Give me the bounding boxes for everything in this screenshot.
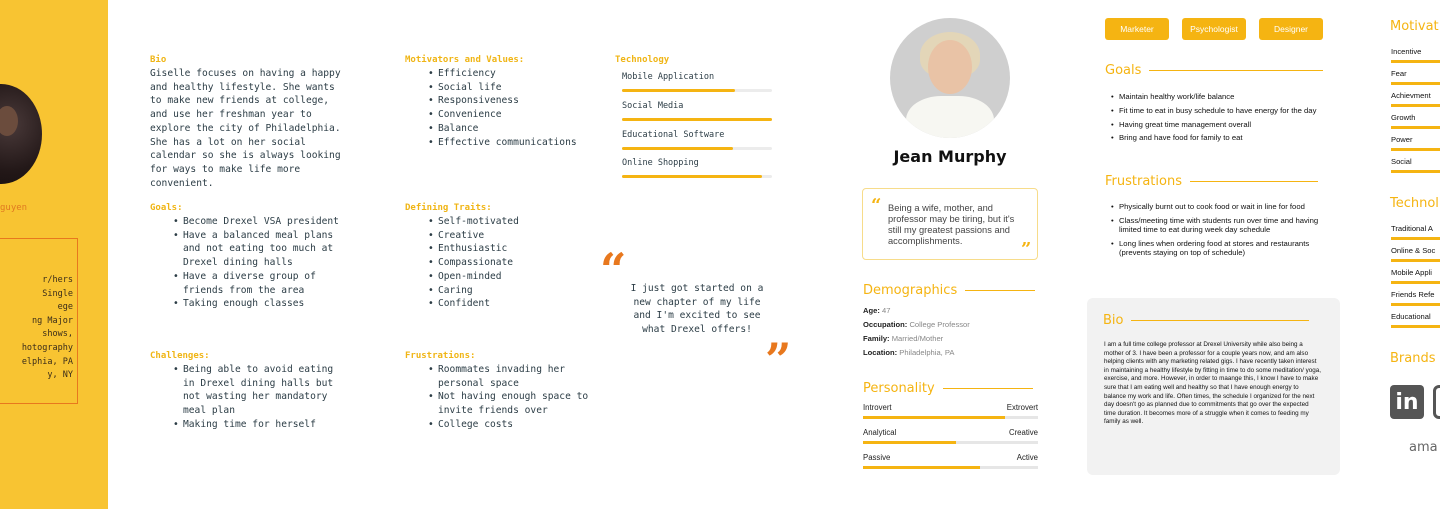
list-item: • Efficiency — [428, 67, 608, 81]
demo-label: Occupation: — [863, 320, 908, 329]
list-item: • Become Drexel VSA president — [173, 215, 348, 229]
demographics-title — [863, 283, 1035, 298]
motivation-label: Power — [1391, 135, 1413, 144]
close-quote-icon: ” — [1021, 239, 1032, 260]
trait-track — [863, 416, 1038, 419]
motivation-bar — [1391, 170, 1440, 173]
goals-list — [1105, 92, 1323, 147]
tech-bar-fill — [622, 118, 772, 121]
list-item: • Social life — [428, 81, 608, 95]
frustrations-list — [428, 363, 600, 432]
trait-left: Introvert — [863, 403, 892, 412]
section-title-text: Motivat — [1390, 19, 1439, 34]
demo-value: Philadelphia, PA — [899, 348, 955, 357]
role-tag-psychologist[interactable]: Psychologist — [1182, 18, 1246, 40]
list-item: • Taking enough classes — [173, 297, 348, 311]
tech-item — [622, 101, 772, 121]
open-quote-icon: “ — [600, 243, 627, 297]
list-item: • Effective communications — [428, 136, 608, 150]
brands-title — [1390, 351, 1436, 366]
motivation-label: Fear — [1391, 69, 1407, 78]
trait-right: Creative — [1008, 428, 1038, 437]
section-title-text: Frustrations — [1105, 174, 1182, 189]
trait-right: Active — [1016, 453, 1038, 462]
avatar — [890, 18, 1010, 138]
technology-bar — [1391, 281, 1440, 284]
demo-label: Family: — [863, 334, 890, 343]
motivation-bar — [1391, 60, 1440, 63]
list-item: • Physically burnt out to cook food or wait in line for food — [1105, 202, 1323, 211]
section-title-text: Goals — [1105, 63, 1142, 78]
list-item: • Having great time management overall — [1105, 120, 1323, 129]
list-item: • Open-minded — [428, 270, 608, 284]
persona-details-box — [0, 238, 78, 404]
linkedin-logo-icon: in — [1390, 385, 1424, 419]
trait-track — [863, 441, 1038, 444]
section-title-text: Brands — [1390, 351, 1436, 366]
technology-title: Technology — [615, 55, 670, 65]
tech-bar-track — [622, 175, 772, 178]
persona-name: guyen — [0, 203, 28, 213]
trait-track — [863, 466, 1038, 469]
list-item: • Fit time to eat in busy schedule to have energy for the day — [1105, 106, 1323, 115]
traits-title: Defining Traits: — [405, 203, 492, 213]
frustrations-list — [1105, 202, 1323, 262]
section-title-text: Personality — [863, 381, 935, 396]
bio-title: Bio — [150, 55, 167, 65]
goals-title — [1105, 63, 1323, 78]
demo-value: 47 — [882, 306, 891, 315]
list-item: • College costs — [428, 418, 600, 432]
trait-fill — [863, 441, 956, 444]
motivation-bar — [1391, 104, 1440, 107]
list-item: • Bring and have food for family to eat — [1105, 133, 1323, 142]
motivation-label: Incentive — [1391, 47, 1422, 56]
divider — [1131, 320, 1309, 321]
list-item: • Creative — [428, 229, 608, 243]
bio-text: Giselle focuses on having a happy and healthy lifestyle. She wants to make new friends at college, and use her freshman year to explore the city of Philadelphia. She has a lot on her social calendar so she is always looking for ways to make life more convenient. — [150, 68, 341, 189]
technology-label: Educational — [1391, 312, 1431, 321]
close-quote-icon: ” — [765, 333, 792, 387]
detail-line: elphia, PA — [21, 356, 73, 367]
trait-left: Analytical — [863, 428, 897, 437]
demo-label: Age: — [863, 306, 880, 315]
frustrations-title — [1105, 174, 1318, 189]
list-item: • Roommates invading her personal space — [428, 363, 600, 390]
challenges-list — [173, 363, 348, 432]
list-item: • Making time for herself — [173, 418, 348, 432]
demo-row — [863, 320, 970, 329]
motivation-bar — [1391, 148, 1440, 151]
motivators-list — [428, 67, 608, 149]
motivation-label: Social — [1391, 157, 1412, 166]
tech-label: Mobile Application — [622, 72, 715, 82]
technology-label: Mobile Appli — [1391, 268, 1432, 277]
bio-text: I am a full time college professor at Drexel University while also being a mother of 3. I have been a professor for a couple years now, and am also helping clients with any marketing related gigs. I have recently taken interest in maintaining a healthy lifestyle by fitting in time to do some meditation/ yoga, exercise, and more. However, in order to maange this, I know I have to make sure that I am eating well and healthy so that I have enough energy to balance my work and life. Often times, the schedule I organized for the next day doesn't go as planned due to commitments that go over the expected time duration. It becomes more of a struggle when it comes to feeding my family as well. — [1104, 341, 1322, 426]
bio-title — [1103, 313, 1309, 328]
tech-bar-track — [622, 89, 772, 92]
personality-row — [863, 428, 1038, 444]
technology-title — [1390, 196, 1439, 211]
list-item: • Self-motivated — [428, 215, 608, 229]
tech-item — [622, 158, 772, 178]
list-item: • Compassionate — [428, 256, 608, 270]
goals-list — [173, 215, 348, 311]
frustrations-title: Frustrations: — [405, 351, 476, 361]
technology-label: Online & Soc — [1391, 246, 1436, 255]
motivation-label: Growth — [1391, 113, 1416, 122]
list-item: • Caring — [428, 284, 608, 298]
tech-bar-track — [622, 147, 772, 150]
trait-right: Extrovert — [1006, 403, 1038, 412]
technology-bar — [1391, 303, 1440, 306]
motivation-bar — [1391, 82, 1440, 85]
technology-label: Friends Refe — [1391, 290, 1435, 299]
demo-row — [863, 306, 890, 315]
motivation-label: Achievment — [1391, 91, 1431, 100]
list-item: • Enthusiastic — [428, 242, 608, 256]
demo-value: Married/Mother — [891, 334, 944, 343]
tech-label: Educational Software — [622, 130, 725, 140]
list-item: • Maintain healthy work/life balance — [1105, 92, 1323, 101]
bio-card — [1087, 298, 1340, 475]
trait-fill — [863, 416, 1005, 419]
brand-logo-icon — [1433, 385, 1440, 419]
tech-label: Social Media — [622, 101, 684, 111]
avatar — [0, 84, 42, 184]
motivations-title — [1390, 19, 1439, 34]
tech-item — [622, 72, 772, 92]
quote-text: Being a wife, mother, and professor may be tiring, but it's still my greatest passions and accomplishments. — [888, 203, 1015, 246]
demo-row — [863, 334, 943, 343]
personality-row — [863, 403, 1038, 419]
trait-fill — [863, 466, 980, 469]
detail-line: ng Major — [32, 315, 73, 326]
role-tag-designer[interactable]: Designer — [1259, 18, 1323, 40]
detail-line: y, NY — [47, 370, 73, 381]
technology-bar — [1391, 237, 1440, 240]
goals-title: Goals: — [150, 203, 183, 213]
list-item: • Have a diverse group of friends from the area — [173, 270, 348, 297]
role-tag-marketer[interactable]: Marketer — [1105, 18, 1169, 40]
left-sidebar — [0, 0, 108, 509]
detail-line: shows, — [42, 329, 73, 340]
divider — [943, 388, 1033, 389]
list-item: • Being able to avoid eating in Drexel dining halls but not wasting her mandatory meal plan — [173, 363, 348, 418]
technology-label: Traditional A — [1391, 224, 1433, 233]
section-title-text: Demographics — [863, 283, 958, 298]
list-item: • Responsiveness — [428, 94, 608, 108]
tech-label: Online Shopping — [622, 158, 699, 168]
divider — [1190, 181, 1318, 182]
list-item: • Long lines when ordering food at stores and restaurants (prevents staying on top of schedule) — [1105, 239, 1323, 257]
list-item: • Class/meeting time with students run over time and having limited time to eat during week day schedule — [1105, 216, 1323, 234]
technology-bar — [1391, 325, 1440, 328]
demo-row — [863, 348, 954, 357]
list-item: • Convenience — [428, 108, 608, 122]
divider — [965, 290, 1035, 291]
detail-line: ege — [57, 302, 73, 313]
detail-line: hotography — [21, 342, 73, 353]
list-item: • Have a balanced meal plans and not eating too much at Drexel dining halls — [173, 229, 348, 270]
demo-label: Location: — [863, 348, 898, 357]
personality-row — [863, 453, 1038, 469]
divider — [1149, 70, 1323, 71]
detail-line: r/hers — [42, 275, 73, 285]
quote-box — [862, 188, 1038, 260]
list-item: • Confident — [428, 297, 608, 311]
traits-list — [428, 215, 608, 311]
tech-item — [622, 130, 772, 150]
tech-bar-fill — [622, 89, 735, 92]
challenges-title: Challenges: — [150, 351, 210, 361]
amazon-logo-icon: ama — [1409, 440, 1438, 455]
technology-bar — [1391, 259, 1440, 262]
tech-bar-track — [622, 118, 772, 121]
motivators-title: Motivators and Values: — [405, 55, 525, 65]
persona-name: Jean Murphy — [893, 147, 1007, 166]
tech-bar-fill — [622, 147, 733, 150]
tech-bar-fill — [622, 175, 762, 178]
detail-line: Single — [42, 288, 73, 299]
quote-text: I just got started on a new chapter of my life and I'm excited to see what Drexel offers! — [630, 283, 764, 335]
trait-left: Passive — [863, 453, 891, 462]
personality-title — [863, 381, 1033, 396]
list-item: • Not having enough space to invite friends over — [428, 390, 600, 417]
section-title-text: Technol — [1390, 196, 1439, 211]
section-title-text: Bio — [1103, 313, 1124, 328]
list-item: • Balance — [428, 122, 608, 136]
open-quote-icon: “ — [871, 195, 882, 216]
demo-value: College Professor — [909, 320, 970, 329]
motivation-bar — [1391, 126, 1440, 129]
